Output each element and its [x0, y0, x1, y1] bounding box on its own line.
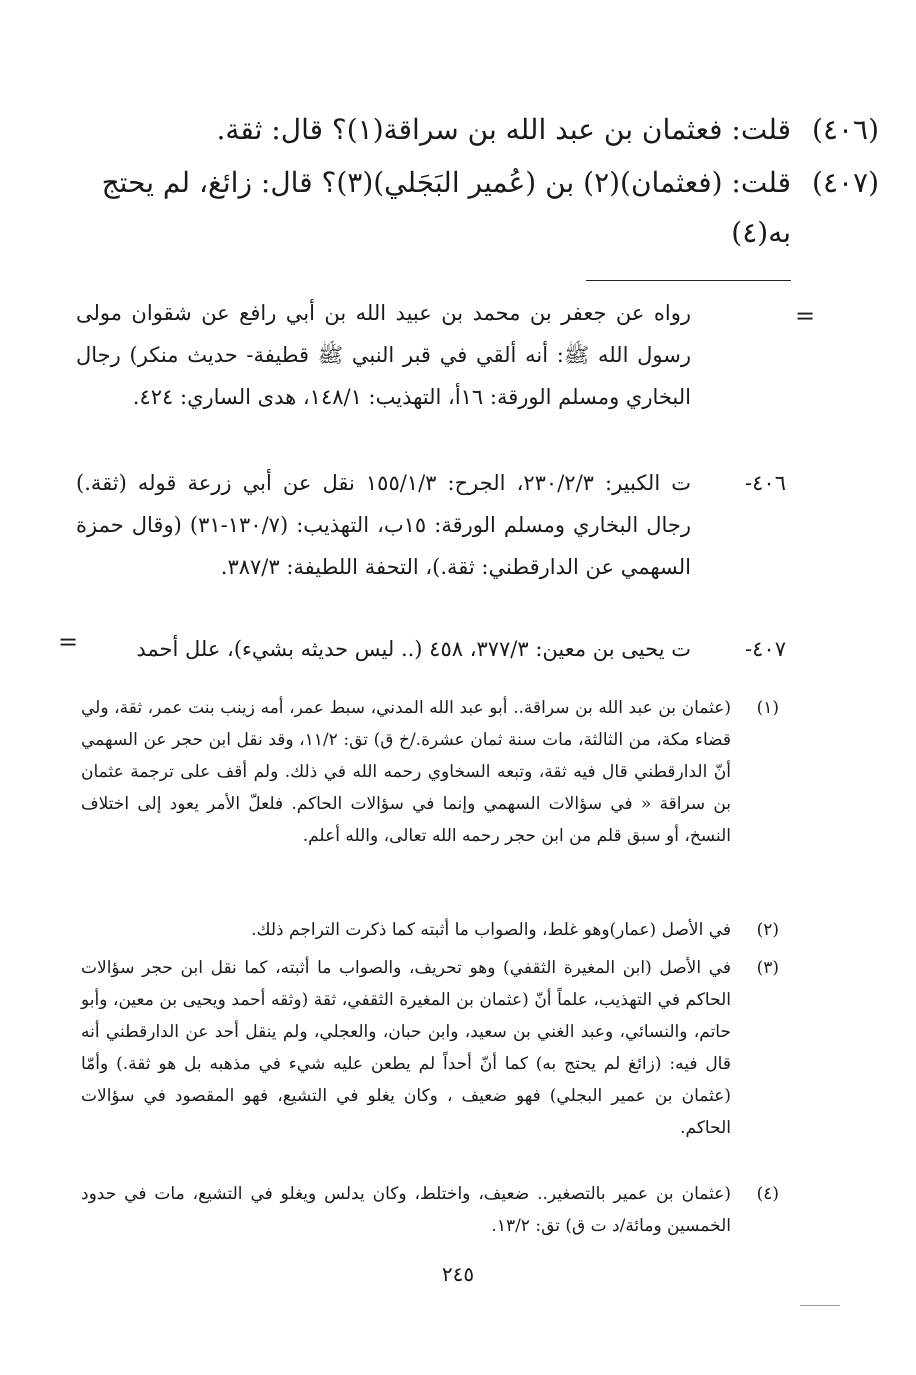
footnote-text: (عثمان بن عبد الله بن سراقة.. أبو عبد الله المدني، سبط عمر، أمه زينب بنت عمر، ثقة، ولي قضاء مكة، من الثالثة، مات سنة ثمان عشرة./خ ق) تق: ١١/٢، وقد نقل ابن حجر عن السهمي أنّ الدارقطني قال فيه ثقة، وتبعه السخاوي رحمه الله في ذلك. ولم أقف على ترجمة عثمان بن سراقة « في سؤالات السهمي وإنما في سؤالات الحاكم. فلعلّ الأمر يعود إلى اختلاف النسخ، أو سبق قلم من ابن حجر رحمه الله تعالى، والله أعلم.	[81, 698, 731, 846]
page-number: ٢٤٥	[441, 1262, 475, 1286]
footnote-number: (١)	[756, 698, 779, 718]
note-407	[76, 628, 786, 670]
separator-line	[586, 280, 791, 281]
note-number: ٤٠٦-	[745, 471, 786, 495]
question-406	[76, 105, 879, 155]
question-number: (٤٠٧)	[812, 166, 879, 199]
question-text: قلت: (فعثمان)(٢) بن (عُمير البَجَلي)(٣)؟ قال: زائغ، لم يحتج به(٤)	[101, 166, 791, 249]
footnote-number: (٢)	[756, 920, 779, 940]
footnote-text: (عثمان بن عمير بالتصغير.. ضعيف، واختلط، وكان يدلس ويغلو في التشيع، مات في حدود الخمسين ومائة/د ت ق) تق: ١٣/٢.	[81, 1184, 731, 1236]
end-continuation-marker: =	[58, 628, 79, 656]
footnote-text: في الأصل (ابن المغيرة الثقفي) وهو تحريف، والصواب ما أثبته، كما نقل ابن حجر سؤالات الحاكم في التهذيب، علماً أنّ (عثمان بن المغيرة الثقفي، ثقة (وثقه أحمد ويحيى بن معين، وأبو حاتم، والنسائي، وعبد الغني بن سعيد، وابن حبان، والعجلي، ولم ينقل أحد عن الدارقطني أنه قال فيه: (زائغ لم يحتج به) كما أنّ أحداً لم يطعن عليه شيء في مذهبه بل هو ثقة.) وأمّا (عثمان بن عمير البجلي) فهو ضعيف ، وكان يغلو في التشيع، فهو المقصود في سؤالات الحاكم.	[81, 958, 731, 1138]
footnote-number: (٤)	[756, 1184, 779, 1204]
note-number: ٤٠٧-	[745, 637, 786, 661]
footnote-2	[81, 914, 779, 946]
question-407	[76, 158, 879, 258]
footnote-4	[81, 1178, 779, 1242]
question-number: (٤٠٦)	[812, 113, 879, 146]
footnote-number: (٣)	[756, 958, 779, 978]
note-text: ت يحيى بن معين: ٣٧٧/٣، ٤٥٨ (.. ليس حديثه بشيء)، علل أحمد	[136, 637, 691, 661]
continued-note: رواه عن جعفر بن محمد بن عبيد الله بن أبي رافع عن شقوان مولى رسول الله ﷺ: أنه ألقي في قبر النبي ﷺ قطيفة- حديث منكر) رجال البخاري ومسلم الورقة: ١٦أ، التهذيب: ١٤٨/١، هدى الساري: ٤٢٤.	[76, 301, 691, 409]
footnote-1	[81, 692, 779, 852]
note-text: ت الكبير: ٢٣٠/٢/٣، الجرح: ١٥٥/١/٣ نقل عن أبي زرعة قوله (ثقة.) رجال البخاري ومسلم الورقة: ١٥ب، التهذيب: (١٣٠/٧-٣١) (وقال حمزة السهمي عن الدارقطني: ثقة.)، التحفة اللطيفة: ٣٨٧/٣.	[76, 471, 691, 579]
scan-mark	[800, 1305, 840, 1306]
footnote-3	[81, 952, 779, 1144]
question-text: قلت: فعثمان بن عبد الله بن سراقة(١)؟ قال: ثقة.	[216, 113, 791, 146]
continuation-marker: =	[795, 302, 816, 330]
footnote-text: في الأصل (عمار)وهو غلط، والصواب ما أثبته كما ذكرت التراجم ذلك.	[251, 920, 731, 940]
note-406	[76, 462, 786, 588]
